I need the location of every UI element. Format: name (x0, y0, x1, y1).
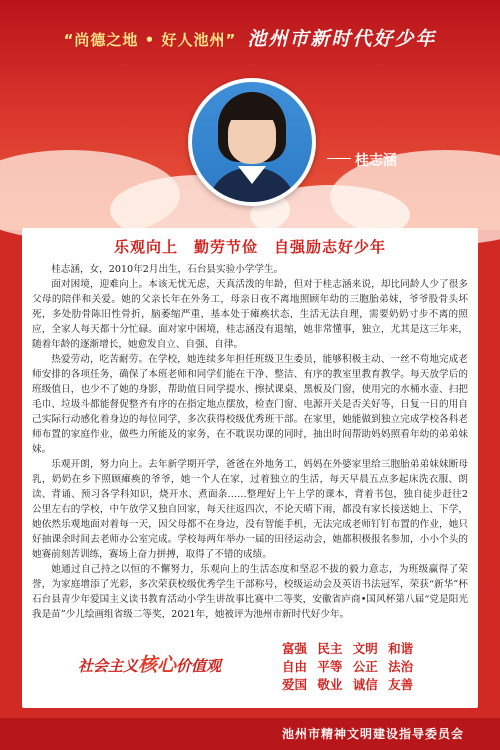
value-item: 友善 (388, 677, 414, 692)
value-item: 平等 (317, 659, 343, 674)
committee-name: 池州市精神文明建设指导委员会 (281, 727, 464, 741)
value-item: 民主 (317, 641, 343, 656)
value-item: 敬业 (317, 677, 343, 692)
motto-title: 乐观向上 勤劳节俭 自强励志好少年 (113, 238, 386, 256)
value-item: 文明 (352, 641, 378, 656)
portrait-bangs (226, 98, 278, 120)
core-values-list (282, 640, 419, 694)
bio-paragraph: 她通过自己持之以恒的不懈努力，乐观向上的生活态度和坚忍不拔的毅力意志，为班级赢得了荣誉，为家庭增添了光彩，多次荣获校级优秀学生干部称号，校级运动会及英语书法冠军，荣获“新华”杯石台县青少年爱国主义读书教育活动小学生讲故事比赛中二等奖，安徽省庐商•国风杯第八届“党是阳光我是苗”少儿绘画组省级二等奖，2021年，她被评为池州市新时代好少年。 (32, 564, 468, 620)
bio-paragraph: 热爱劳动，吃苦耐劳。在学校，她连续多年担任班级卫生委员，能够积极主动、一丝不苟地完成老师安排的各项任务，确保了本班老师和同学们能在干净、整洁、有序的教室里教育教学。每天放学后的班级值日，也少不了她的身影，帮助值日同学提水、擦拭课桌、黑板及门窗，使用完的水桶水壶、扫把毛巾、垃圾斗都能督促整齐有序的在指定地点摆放，检查门窗、电源开关是否关好等，日复一日的用自己实际行动感化着身边的每位同学，多次获得校级优秀班干部。在家里，她能做到独立完成学校各科老师布置的家庭作业，做些力所能及的家务，在不耽误功课的同时，抽出时间帮助妈妈照看年幼的弟弟妹妹。 (32, 354, 468, 455)
slogan-left: “尚德之地 • 好人池州” (63, 31, 237, 49)
biography-text (32, 262, 468, 622)
value-item: 自由 (282, 659, 308, 674)
values-row (282, 676, 419, 694)
portrait-photo (192, 82, 312, 202)
values-suffix: 价值观 (176, 657, 222, 675)
header-slogan (0, 24, 500, 51)
values-row (282, 640, 419, 658)
value-item: 和谐 (388, 641, 414, 656)
portrait-frame (188, 78, 316, 206)
slogan-right: 池州市新时代好少年 (247, 28, 437, 50)
bio-paragraph: 面对困境，迎难向上。本该无忧无虑，天真活泼的年龄，但对于桂志涵来说，却比同龄人少了很多父母的陪伴和关爱。她的父亲长年在外务工，母亲日夜不离地照顾年幼的三胞胎弟妹，爷爷股骨头坏死，多处肋骨陈旧性骨折，脑萎缩严重，基本处于瘫痪状态，生活无法自理，需要奶奶寸步不离的照应，全家人每天都十分忙碌。面对家中困境，桂志涵没有退缩，她非常懂事，独立，尤其是这三年来，随着年龄的逐渐增长，她愈发自立、自强、自律。 (32, 279, 468, 350)
value-item: 富强 (282, 641, 308, 656)
value-item: 诚信 (352, 677, 378, 692)
footer-band (0, 708, 500, 718)
student-name: 桂志涵 (355, 153, 397, 169)
footer-committee (0, 718, 500, 750)
values-core-char: 心 (157, 654, 177, 676)
value-item: 法治 (388, 659, 414, 674)
bio-paragraph: 桂志涵，女，2010年2月出生，石台县实验小学学生。 (51, 264, 284, 275)
values-row (282, 658, 419, 676)
name-divider (327, 158, 351, 159)
values-core-char: 核 (138, 654, 158, 676)
value-item: 爱国 (282, 677, 308, 692)
values-prefix: 社会主义 (78, 657, 139, 675)
core-values-title (78, 650, 221, 677)
bio-paragraph: 乐观开朗，努力向上。去年新学期开学，爸爸在外地务工，妈妈在外婆家里给三胞胎弟弟妹妹断母乳，奶奶在乡下照顾瘫痪的爷爷，她一个人在家，过着独立的生活，每天早晨五点多起床洗衣服、朗读、背诵、预习各学科知识，烧开水、煮面条……整理好上午上学的课本，背着书包，独自徒步赶往2公里左右的学校，中午放学又独自回家，每天往返四次，不论天晴下雨，都没有家长接送她上、下学，她依然乐观地面对着每一天，因父母都不在身边，没有智能手机，无法完成老师钉钉布置的作业，她只好抽课余时间去老师办公室完成。学校每两年举办一届的田径运动会，她都积极报名参加，小小个头的她赛前刻苦训练，赛场上奋力拼搏，取得了不错的成绩。 (32, 459, 468, 560)
value-item: 公正 (352, 659, 378, 674)
